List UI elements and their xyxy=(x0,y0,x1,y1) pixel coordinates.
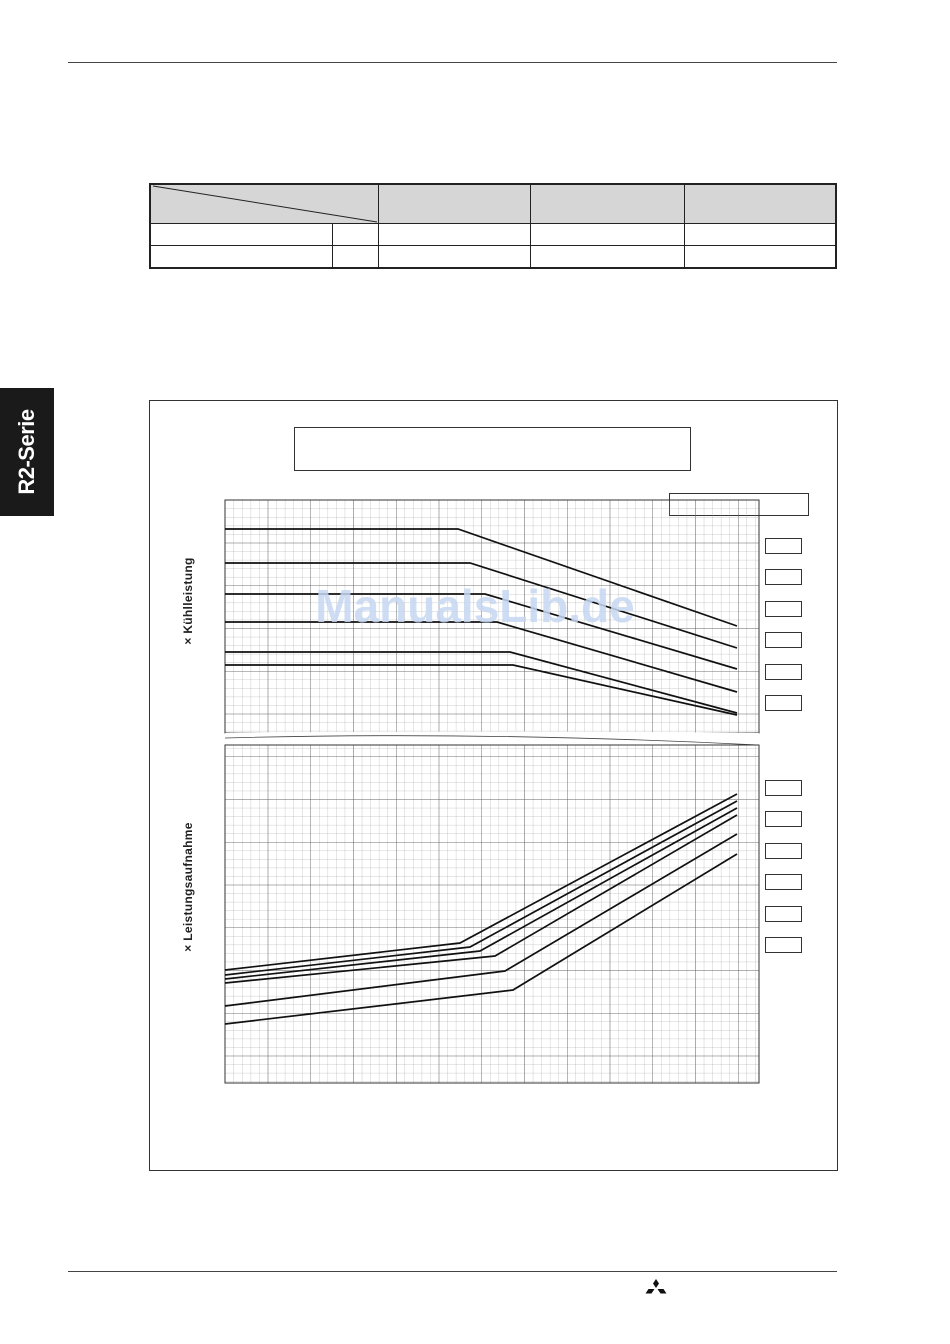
watermark-text: ManualsLib.de xyxy=(315,580,635,632)
bottom-rule xyxy=(68,1271,837,1272)
power-input-grid xyxy=(225,745,759,1083)
mitsubishi-three-diamonds-icon xyxy=(645,1279,667,1298)
axis-break xyxy=(225,732,759,746)
series-side-tab-label: R2-Serie xyxy=(14,409,39,495)
cooling-capacity-axis-label: × Kühlleistung xyxy=(181,557,195,645)
power-input-axis-label: × Leistungsaufnahme xyxy=(181,822,195,952)
